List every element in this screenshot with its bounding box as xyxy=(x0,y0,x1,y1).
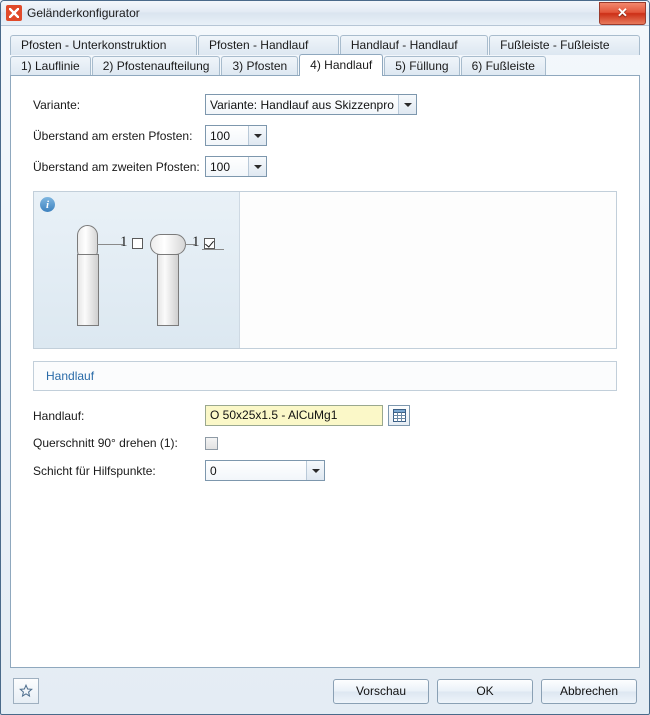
star-icon[interactable] xyxy=(13,678,39,704)
preview-cap-right xyxy=(150,234,186,255)
vorschau-button[interactable]: Vorschau xyxy=(333,679,429,704)
preview-leader-underline xyxy=(202,249,224,250)
tab-container xyxy=(10,34,640,76)
dialog-client-area xyxy=(1,26,649,668)
variante-combobox[interactable] xyxy=(205,94,417,115)
chevron-down-icon[interactable] xyxy=(398,95,416,114)
chevron-down-icon[interactable] xyxy=(248,126,266,145)
tab-2-pfostenaufteilung[interactable]: 2) Pfostenaufteilung xyxy=(92,56,221,76)
preview-checkbox-right[interactable] xyxy=(204,238,215,249)
tab-1-lauflinie[interactable]: 1) Lauflinie xyxy=(10,56,91,76)
ueberstand-erster-pfosten-label: Überstand am ersten Pfosten: xyxy=(33,128,193,143)
tab-fussleiste-fussleiste[interactable]: Fußleiste - Fußleiste xyxy=(489,35,640,55)
dialog-footer xyxy=(1,668,649,714)
tab-3-pfosten[interactable]: 3) Pfosten xyxy=(221,56,298,76)
variante-label: Variante: xyxy=(33,97,81,112)
tab-panel-handlauf xyxy=(10,75,640,668)
tab-pfosten-handlauf[interactable]: Pfosten - Handlauf xyxy=(198,35,339,55)
querschnitt-drehen-label: Querschnitt 90° drehen (1): xyxy=(33,436,178,450)
preview-panel xyxy=(33,191,617,349)
preview-post-right xyxy=(157,254,179,326)
row-handlauf xyxy=(33,405,617,426)
abbrechen-button[interactable]: Abbrechen xyxy=(541,679,637,704)
preview-number-left: 1 xyxy=(120,234,128,250)
tab-pfosten-unterkonstruktion[interactable]: Pfosten - Unterkonstruktion xyxy=(10,35,197,55)
schicht-hilfspunkte-value: 0 xyxy=(210,463,217,478)
tab-row-lower xyxy=(10,55,640,76)
preview-illustration xyxy=(34,192,240,348)
ueberstand-erster-pfosten-combobox[interactable] xyxy=(205,125,267,146)
chevron-down-icon[interactable] xyxy=(306,461,324,480)
close-button[interactable]: ✕ xyxy=(599,2,646,25)
schicht-hilfspunkte-label: Schicht für Hilfspunkte: xyxy=(33,463,156,478)
row-schicht-hilfspunkte xyxy=(33,460,617,481)
title-bar xyxy=(1,1,649,26)
ueberstand-zweiter-pfosten-value: 100 xyxy=(210,159,231,174)
row-ueberstand-zweiter-pfosten xyxy=(33,156,617,177)
handlauf-label: Handlauf: xyxy=(33,408,85,423)
group-header-handlauf: Handlauf xyxy=(33,361,617,391)
ok-button[interactable]: OK xyxy=(437,679,533,704)
table-picker-icon[interactable] xyxy=(388,405,410,426)
preview-number-right: 1 xyxy=(192,234,200,250)
row-ueberstand-erster-pfosten xyxy=(33,125,617,146)
variante-value: Variante: Handlauf aus Skizzenpro xyxy=(210,97,394,112)
handlauf-value-field[interactable]: O 50x25x1.5 - AlCuMg1 xyxy=(205,405,383,426)
tab-handlauf-handlauf[interactable]: Handlauf - Handlauf xyxy=(340,35,488,55)
tab-row-upper xyxy=(10,34,640,55)
row-querschnitt-drehen xyxy=(33,436,617,450)
schicht-hilfspunkte-combobox[interactable] xyxy=(205,460,325,481)
chevron-down-icon[interactable] xyxy=(248,157,266,176)
app-icon xyxy=(6,5,22,21)
tab-5-fuellung[interactable]: 5) Füllung xyxy=(384,56,459,76)
window-title: Geländerkonfigurator xyxy=(27,6,140,20)
ueberstand-zweiter-pfosten-label: Überstand am zweiten Pfosten: xyxy=(33,159,200,174)
ueberstand-zweiter-pfosten-combobox[interactable] xyxy=(205,156,267,177)
preview-checkbox-left[interactable] xyxy=(132,238,143,249)
row-variante xyxy=(33,94,617,115)
preview-post-left xyxy=(77,254,99,326)
info-icon: i xyxy=(40,197,55,212)
tab-4-handlauf[interactable]: 4) Handlauf xyxy=(299,54,383,76)
querschnitt-drehen-checkbox[interactable] xyxy=(205,437,218,450)
ueberstand-erster-pfosten-value: 100 xyxy=(210,128,231,143)
tab-6-fussleiste[interactable]: 6) Fußleiste xyxy=(461,56,546,76)
